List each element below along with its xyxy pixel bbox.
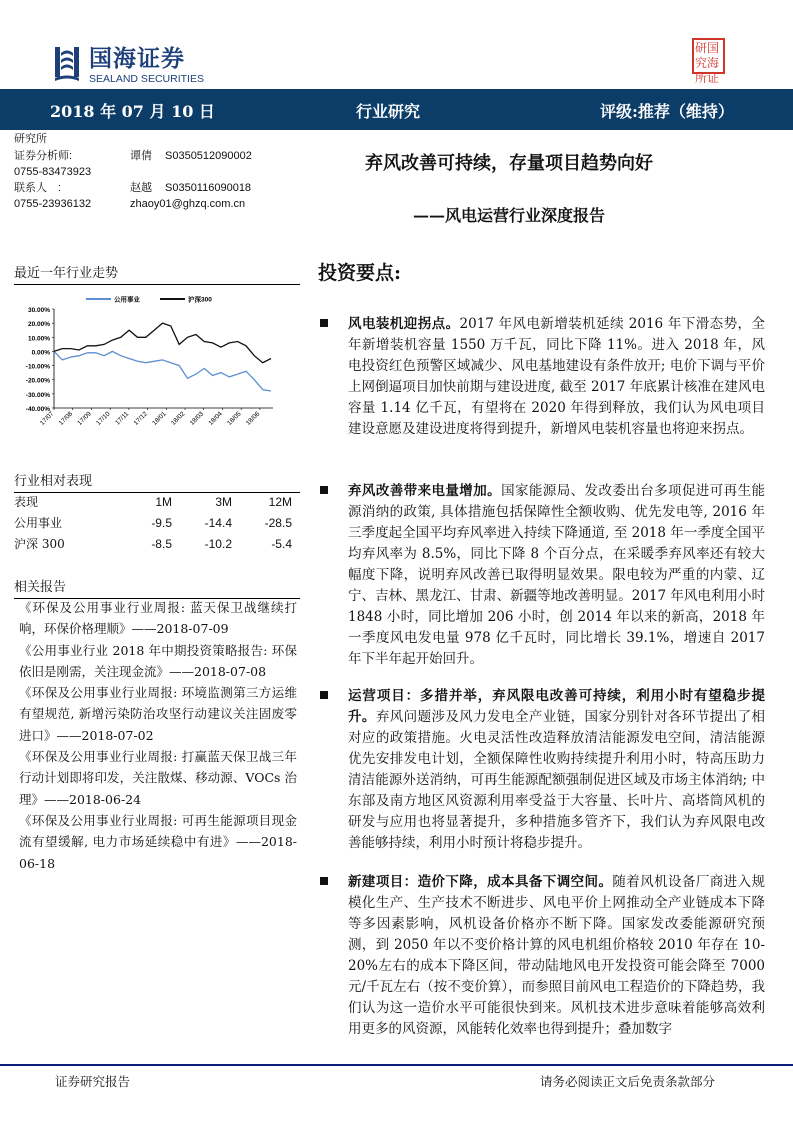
investment-point: [320, 314, 765, 440]
x-tick-label: 18/05: [226, 410, 243, 427]
bullet-square-icon: [320, 319, 328, 327]
trend-heading: 最近一年行业走势: [14, 262, 300, 285]
point-title: 新建项目：造价下降，成本具备下调空间。: [348, 874, 613, 890]
contact-name: 赵越: [130, 182, 152, 194]
cell: -10.2: [204, 536, 232, 551]
footer-disclaimer: 请务必阅读正文后免责条款部分: [540, 1074, 716, 1089]
related-report-link[interactable]: 《环保及公用事业行业周报: 打赢蓝天保卫战三年行动计划即将印发，关注散煤、移动源、VOCs 治理》——2018-06-24: [19, 749, 297, 807]
performance-table: [14, 491, 292, 554]
point-body: 随着风机设备厂商进入规模化生产、生产技术不断进步、风电平价上网推动全产业链成本下降等多因素影响，风机设备价格亦不断下降。国家发改委能源研究预测，到 2050 年以不变价格计算的风电机组价格较 2010 年存在 10-20%左右的成本下降区间，带动陆地风电开发投资可能会降至 7000 元/千瓦左右（按不变价算），而参照目前风电工程造价的下降趋势，我们认为这一造价水平可能很快到来。风机技术进步意味着能够高效利用更多的风资源，风能转化效率也得到提升；叠加数字: [348, 874, 766, 1037]
analyst-name: 谭倩: [130, 150, 152, 162]
dept-label: 研究所: [14, 133, 47, 145]
cell: -28.5: [264, 515, 292, 530]
x-tick-label: 17/11: [114, 410, 131, 427]
table-row: [14, 512, 292, 533]
analyst-label: 证券分析师:: [14, 150, 73, 162]
row-label: 公用事业: [14, 516, 63, 530]
rating: 评级:推荐（维持）: [600, 102, 734, 121]
company-name-cn: 国海证券: [89, 46, 185, 72]
report-date: 2018 年 07 月 10 日: [50, 102, 215, 121]
related-report-link[interactable]: 《环保及公用事业行业周报: 可再生能源项目现金流有望缓解, 电力市场延续稳中有进》——2018-06-18: [19, 812, 297, 871]
cell: -8.5: [151, 536, 172, 551]
logo-mark-icon: [55, 45, 79, 81]
report-category: 行业研究: [356, 102, 421, 121]
x-tick-label: 17/10: [95, 410, 112, 427]
row-label: 沪深 300: [14, 537, 65, 551]
company-logo: [55, 40, 204, 85]
y-tick-label: -10.00%: [25, 363, 50, 371]
col-header: 表现: [14, 495, 39, 509]
y-tick-label: -40.00%: [25, 406, 50, 413]
table-header-row: [14, 491, 292, 512]
x-tick-label: 17/09: [76, 410, 93, 427]
x-tick-label: 18/02: [169, 410, 187, 427]
performance-heading: 行业相对表现: [14, 470, 300, 493]
y-tick-label: -30.00%: [25, 391, 50, 399]
investment-point: [320, 872, 765, 1040]
point-body: 2017 年风电新增装机延续 2016 年下滑态势，全年新增装机容量 1550 万千瓦，同比下降 11%。进入 2018 年，风电投资红色预警区域减少、风电基地建设有条件放开; 电价下调与平价上网倒逼项目加快前期与建设进度, 截至 2017 年底累计核准在建风电容量 1.14 亿千瓦，有望将在 2020 年得到释放，我们认为风电项目建设意愿及建设进度将得到提升，新增风电装机容量也将迎来拐点。: [348, 316, 765, 437]
x-tick-label: 18/01: [151, 410, 168, 427]
related-report-link[interactable]: 《环保及公用事业行业周报: 环境监测第三方运维有望规范, 新增污染防治攻坚行动建议关注固废零进口》——2018-07-02: [19, 685, 297, 743]
x-tick-label: 18/04: [207, 410, 224, 427]
x-tick-label: 18/03: [188, 410, 206, 427]
footer-left: 证券研究报告: [55, 1074, 131, 1089]
research-seal: 研国究海所证: [692, 38, 725, 74]
investment-point: [320, 481, 765, 670]
cell: -5.4: [271, 536, 292, 551]
x-tick-label: 18/06: [244, 410, 262, 427]
cell: -9.5: [151, 515, 172, 530]
investment-point: [320, 686, 765, 854]
y-tick-label: -20.00%: [25, 377, 50, 385]
y-tick-label: 0.00%: [31, 349, 50, 357]
x-tick-label: 17/07: [38, 410, 56, 427]
contact-label: 联系人 :: [14, 182, 62, 194]
related-report-link[interactable]: 《公用事业行业 2018 年中期投资策略报告: 环保依旧是刚需，关注现金流》——2018-07-08: [19, 642, 297, 679]
bullet-square-icon: [320, 877, 328, 885]
col-header: 3M: [215, 494, 232, 509]
contact-phone: 0755-23936132: [14, 198, 92, 210]
col-header: 12M: [268, 494, 292, 509]
series-line-csi300: [54, 323, 271, 363]
related-reports-list: [19, 597, 297, 874]
table-row: [14, 533, 292, 554]
series-line-utilities: [54, 351, 271, 391]
bullet-square-icon: [320, 691, 328, 699]
bullet-square-icon: [320, 486, 328, 494]
col-header: 1M: [155, 494, 172, 509]
legend-label: 沪深300: [188, 296, 212, 304]
cell: -14.4: [204, 515, 232, 530]
company-name-en: SEALAND SECURITIES: [89, 73, 204, 85]
legend-label: 公用事业: [114, 296, 140, 304]
industry-trend-chart: [0, 285, 300, 445]
report-subtitle: ——风电运营行业深度报告: [413, 206, 606, 225]
report-title: 弃风改善可持续，存量项目趋势向好: [365, 153, 653, 174]
contact-email[interactable]: zhaoy01@ghzq.com.cn: [130, 198, 246, 210]
related-heading: 相关报告: [14, 576, 300, 599]
point-title: 弃风改善带来电量增加。: [348, 483, 502, 499]
footer-divider: [0, 1064, 793, 1066]
related-report-link[interactable]: 《环保及公用事业行业周报: 蓝天保卫战继续打响，环保价格理顺》——2018-07-09: [19, 600, 297, 637]
point-body: 弃风问题涉及风力发电全产业链，国家分别针对各环节提出了相对应的政策措施。火电灵活性改造释放清洁能源发电空间，清洁能源优先安排发电计划，全额保障性收购持续提升利用小时，特高压助力清洁能源外送消纳，可再生能源配额强制促进区域及市场主体消纳; 中东部及南方地区风资源利用率受益于大容量、长叶片、高塔筒风机的研发与应用也将显著提升，多种措施多管齐下，我们认为弃风限电改善能够持续，利用小时预计将稳步提升。: [348, 709, 765, 851]
point-title: 运营项目：多措并举，弃风限电改善可持续，利用小时有望稳步提升。: [348, 688, 765, 725]
point-title: 风电装机迎拐点。: [348, 316, 460, 332]
y-tick-label: 20.00%: [27, 321, 50, 329]
point-body: 国家能源局、发改委出台多项促进可再生能源消纳的政策, 具体措施包括保障性全额收购、优先发电等, 2016 年三季度起全国平均弃风率进入持续下降通道, 至 2018 年一季度全国平均弃风率为 8.5%，同比下降 8 个百分点，在采暖季弃风率还有较大幅度下降，说明弃风改善已取得明显效果。限电较为严重的内蒙、辽宁、吉林、黑龙江、甘肃、新疆等地改善明显。2017 年风电利用小时 1848 小时，同比增加 206 小时，创 2014 年以来的新高，2018 年一季度风电发电量 978 亿千瓦时，同比增长 39.1%，增速自 2017 年下半年起开始回升。: [348, 483, 766, 667]
x-tick-label: 17/08: [57, 410, 75, 427]
x-tick-label: 17/12: [132, 410, 150, 427]
analyst-id: S0350512090002: [165, 150, 252, 162]
y-tick-label: 10.00%: [27, 335, 50, 343]
y-tick-label: 30.00%: [27, 307, 50, 314]
analyst-phone: 0755-83473923: [14, 166, 92, 178]
header-band: [0, 89, 793, 130]
contact-id: S0350116090018: [165, 182, 252, 194]
investment-heading: 投资要点:: [318, 262, 402, 284]
